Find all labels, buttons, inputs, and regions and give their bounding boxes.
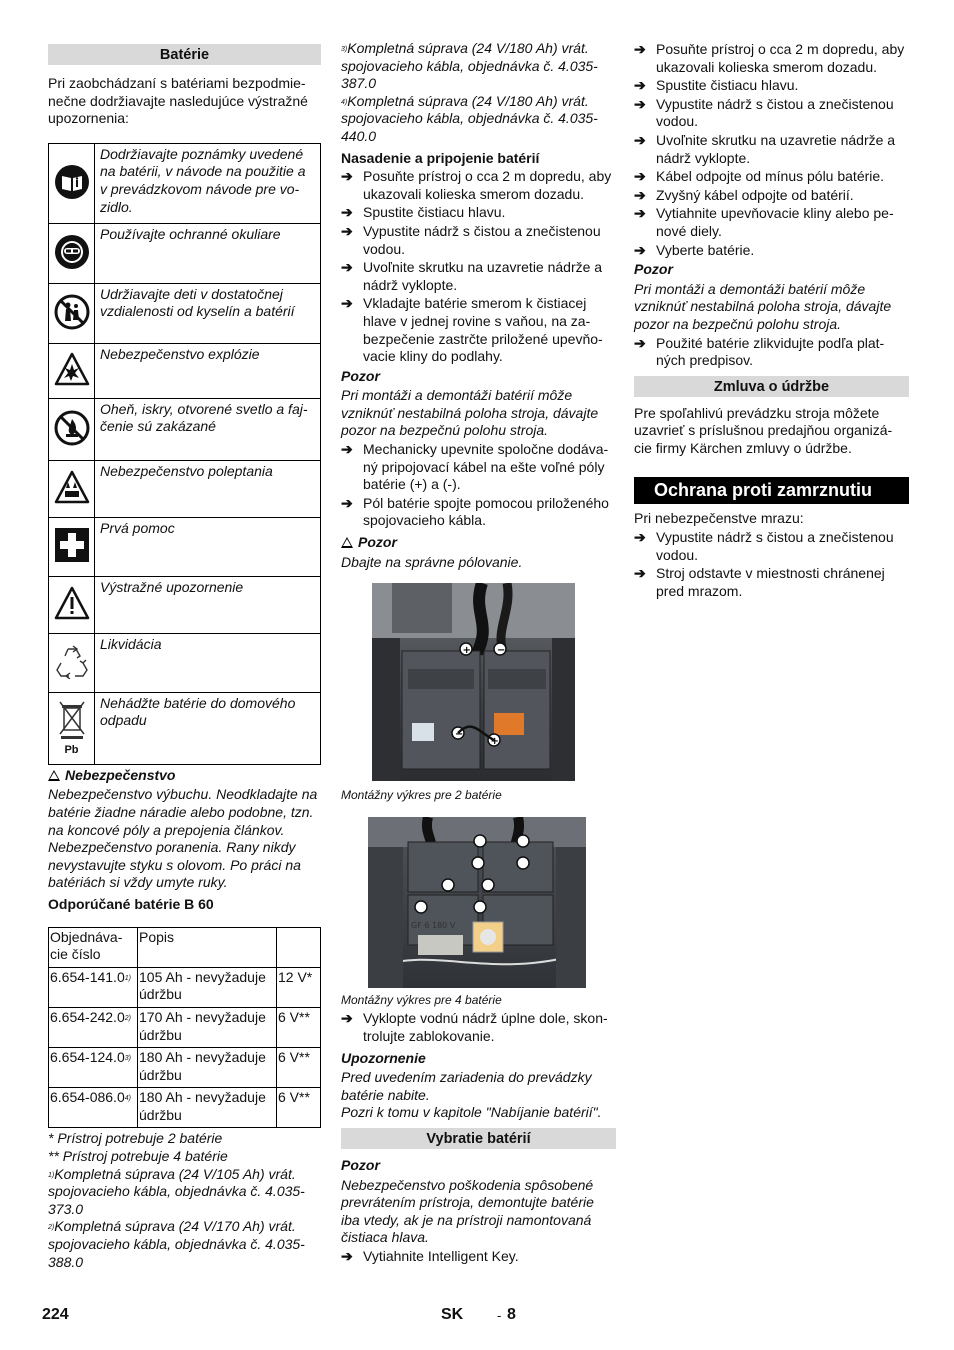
list-item: ➔ Vypustite nádrž s čistou a znečistenou vodou. — [634, 95, 894, 130]
symbol-text: Nehádžte batérie do domového odpadu — [95, 692, 321, 764]
battery-photo-drawing — [368, 817, 586, 988]
assembly-photo-4-batteries — [368, 817, 586, 988]
list-item: ➔ Spustite čistiacu hlavu. — [341, 204, 506, 221]
list-item: ➔ Spustite čistiacu hlavu. — [634, 77, 799, 94]
list-item: ➔ Stroj odstavte v miestnosti chránenej pred mrazom. — [634, 565, 885, 599]
list-item: ➔ Kábel odpojte od mínus pólu batérie. — [634, 168, 885, 185]
frost-intro: Pri nebezpečenstve mrazu: — [634, 510, 804, 527]
symbol-text: Nebezpečenstvo explózie — [95, 343, 321, 398]
symbol-row — [49, 223, 321, 283]
list-item: ➔ Vytiahnite upevňovacie kliny alebo pe-nové diely. — [634, 205, 894, 239]
warning-icon — [54, 586, 90, 620]
frost-steps — [634, 529, 909, 600]
caution-title: Pozor — [358, 534, 397, 551]
notice-title: Upozornenie — [341, 1049, 426, 1066]
symbols-table — [48, 143, 321, 765]
svg-text:−: − — [455, 729, 464, 741]
symbol-row — [49, 576, 321, 633]
symbol-text: Udržiavajte deti v dostatočnej vzdialenosti od kyselín a batérií — [95, 283, 321, 343]
corrosive-icon — [54, 470, 90, 504]
danger-text: Nebezpečenstvo výbuchu. Neodkladajte na batérie žiadne náradie alebo podobne, tzn. na koncové póly a prepojenia článkov. Nebezpečenstvo poranenia. Rany nikdy nevystavujte styku s olovom. Po práci na batériách si vždy umyte ruky. — [48, 786, 318, 891]
footnote-2: $^{2)}$Kompletná súprava (24 V/170 Ah) vrát. spojovacieho kábla, objednávka č. 4.035-388.0 — [48, 1218, 305, 1270]
svg-text:−: − — [497, 645, 506, 657]
table-row: 6.654-141.0$^{1)}$ 105 Ah - nevyžaduje údržbu 12 V* — [49, 967, 321, 1007]
symbol-row — [49, 460, 321, 517]
symbol-row — [49, 283, 321, 343]
warning-triangle-icon — [341, 537, 353, 548]
header-order: Objednáva-cie číslo — [49, 927, 138, 967]
list-item: ➔ Vypustite nádrž s čistou a znečistenou vodou. — [634, 529, 894, 563]
after-photo-steps — [341, 1010, 616, 1045]
section-title-frost: Ochrana proti zamrznutiu — [634, 477, 909, 504]
first-aid-icon — [54, 527, 90, 563]
svg-text:+: + — [462, 645, 471, 657]
caution-title: Pozor — [341, 1156, 380, 1173]
caution-title: Pozor — [341, 367, 380, 384]
recycle-icon — [53, 643, 91, 679]
symbol-row — [49, 517, 321, 576]
caption-2-batteries: Montážny výkres pre 2 batérie — [341, 788, 502, 803]
caution-text: Nebezpečenstvo poškodenia spôsobené prevrátením prístroja, demontujte batérie iba vtedy, ak je na prístroji namontovaná čistiaca hlava. — [341, 1176, 594, 1246]
manual-icon — [54, 164, 90, 200]
note-four-batteries: ** Prístroj potrebuje 4 batérie — [48, 1148, 228, 1165]
battery-label: GF 6 180 V — [411, 920, 456, 930]
install-steps-2 — [341, 441, 616, 530]
list-item: ➔ Posuňte prístroj o cca 2 m dopredu, aby ukazovali kolieska smerom dozadu. — [634, 41, 905, 75]
list-item: ➔ Vypustite nádrž s čistou a znečistenou vodou. — [341, 222, 601, 257]
table-row: 6.654-124.0$^{3)}$ 180 Ah - nevyžaduje údržbu 6 V** — [49, 1048, 321, 1088]
footnote-3: $^{3)}$Kompletná súprava (24 V/180 Ah) vrát. spojovacieho kábla, objednávka č. 4.035-387.0 — [341, 40, 598, 92]
caution-text: Dbajte na správne pólovanie. — [341, 553, 523, 570]
section-title-batteries: Batérie — [48, 44, 321, 65]
explosion-icon — [54, 352, 90, 386]
no-children-icon — [54, 294, 90, 330]
maintenance-text: Pre spoľahlivú prevádzku stroja môžete uzavrieť s príslušnou predajňou organizá-cie firmy Kärchen zmluvy o údržbe. — [634, 404, 893, 456]
header-voltage — [277, 927, 321, 967]
notice-text-1: Pred uvedením zariadenia do prevádzky batérie nabite. — [341, 1069, 592, 1103]
goggles-icon — [54, 234, 90, 270]
no-trash-icon — [55, 698, 89, 742]
column-2 — [341, 40, 616, 1267]
symbol-text: Dodržiavajte poznámky uvedené na batérii, v návode na použitie a v prevádzkovom návode pre vo-zidlo. — [95, 143, 321, 223]
symbol-row — [49, 143, 321, 223]
intro-text: Pri zaobchádzaní s batériami bezpodmie-nečne dodržiavajte nasledujúce výstražné upozornenia: — [48, 75, 308, 127]
assembly-photo-2-batteries — [372, 583, 575, 781]
language-code: SK — [441, 1306, 464, 1323]
list-item: ➔ Uvoľnite skrutku na uzavretie nádrže a nádrž vyklopte. — [341, 259, 603, 293]
list-item: ➔ Vyberte batérie. — [634, 241, 755, 258]
install-steps — [341, 168, 616, 366]
dispose-steps — [634, 335, 909, 370]
symbol-row — [49, 398, 321, 460]
caution-text: Pri montáži a demontáži batérií môže vzniknúť nestabilná poloha stroja, dávajte pozor na bezpečnú polohu stroja. — [634, 280, 892, 332]
symbol-text: Používajte ochranné okuliare — [95, 223, 321, 283]
remove-steps — [341, 1248, 616, 1266]
page-number: 224 — [42, 1306, 69, 1323]
recommended-title: Odporúčané batérie B 60 — [48, 895, 214, 912]
list-item: ➔ Použité batérie zlikvidujte podľa plat-ných predpisov. — [634, 334, 885, 369]
table-row: 6.654-086.0$^{4)}$ 180 Ah - nevyžaduje údržbu 6 V** — [49, 1088, 321, 1128]
table-header-row — [49, 927, 321, 967]
list-item: ➔ Uvoľnite skrutku na uzavretie nádrže a nádrž vyklopte. — [634, 131, 896, 166]
list-item: ➔ Posuňte prístroj o cca 2 m dopredu, aby ukazovali kolieska smerom dozadu. — [341, 168, 612, 202]
list-item: ➔ Vytiahnite Intelligent Key. — [341, 1247, 519, 1264]
warning-triangle-icon — [48, 770, 60, 781]
symbol-text: Likvidácia — [95, 633, 321, 692]
caution-text: Pri montáži a demontáži batérií môže vzniknúť nestabilná poloha stroja, dávajte pozor na bezpečnú polohu stroja. — [341, 387, 599, 439]
svg-text:+: + — [490, 736, 499, 748]
section-title-removal: Vybratie batérií — [341, 1128, 616, 1149]
symbol-row — [49, 343, 321, 398]
section-title-maintenance: Zmluva o údržbe — [634, 376, 909, 397]
list-item: ➔ Zvyšný kábel odpojte od batérií. — [634, 186, 854, 203]
header-desc: Popis — [138, 927, 277, 967]
symbol-row — [49, 692, 321, 764]
symbol-text: Výstražné upozornenie — [95, 576, 321, 633]
danger-title: Nebezpečenstvo — [65, 766, 176, 783]
page-separator: - — [497, 1308, 502, 1323]
list-item: ➔ Pól batérie spojte pomocou priloženého spojovacieho kábla. — [341, 494, 609, 529]
caution-title: Pozor — [634, 261, 673, 278]
battery-photo-drawing — [372, 583, 575, 781]
symbol-row — [49, 633, 321, 692]
symbol-text: Prvá pomoc — [95, 517, 321, 576]
footnote-4: $^{4)}$Kompletná súprava (24 V/180 Ah) vrát. spojovacieho kábla, objednávka č. 4.035-440.0 — [341, 92, 598, 144]
column-1 — [48, 40, 321, 1271]
column-3 — [634, 40, 909, 601]
install-title: Nasadenie a pripojenie batérií — [341, 149, 540, 166]
list-item: ➔ Mechanicky upevnite spoločne dodáva-ný pripojovací kábel na ešte voľné póly batérie (+) a (-). — [341, 441, 609, 493]
symbol-text: Oheň, iskry, otvorené svetlo a faj-čenie sú zakázané — [95, 398, 321, 460]
symbol-text: Nebezpečenstvo poleptania — [95, 460, 321, 517]
caption-4-batteries: Montážny výkres pre 4 batérie — [341, 992, 502, 1007]
battery-table — [48, 927, 321, 1129]
note-two-batteries: * Prístroj potrebuje 2 batérie — [48, 1130, 223, 1147]
remove-steps-continued — [634, 41, 909, 259]
footnote-1: $^{1)}$Kompletná súprava (24 V/105 Ah) vrát. spojovacieho kábla, objednávka č. 4.035-373.0 — [48, 1165, 305, 1217]
lead-label: Pb — [64, 744, 79, 757]
notice-text-2: Pozri k tomu v kapitole "Nabíjanie batérií". — [341, 1104, 602, 1121]
list-item: ➔ Vkladajte batérie smerom k čistiacej hlave v jednej rovine s vaňou, na za-bezpečenie zastrčte priložené upevňo-vacie kliny do podlahy. — [341, 295, 603, 365]
section-page-number: 8 — [507, 1306, 516, 1323]
table-row: 6.654-242.0$^{2)}$ 170 Ah - nevyžaduje údržbu 6 V** — [49, 1007, 321, 1047]
list-item: ➔ Vyklopte vodnú nádrž úplne dole, skon-trolujte zablokovanie. — [341, 1010, 608, 1044]
no-fire-icon — [54, 410, 90, 446]
